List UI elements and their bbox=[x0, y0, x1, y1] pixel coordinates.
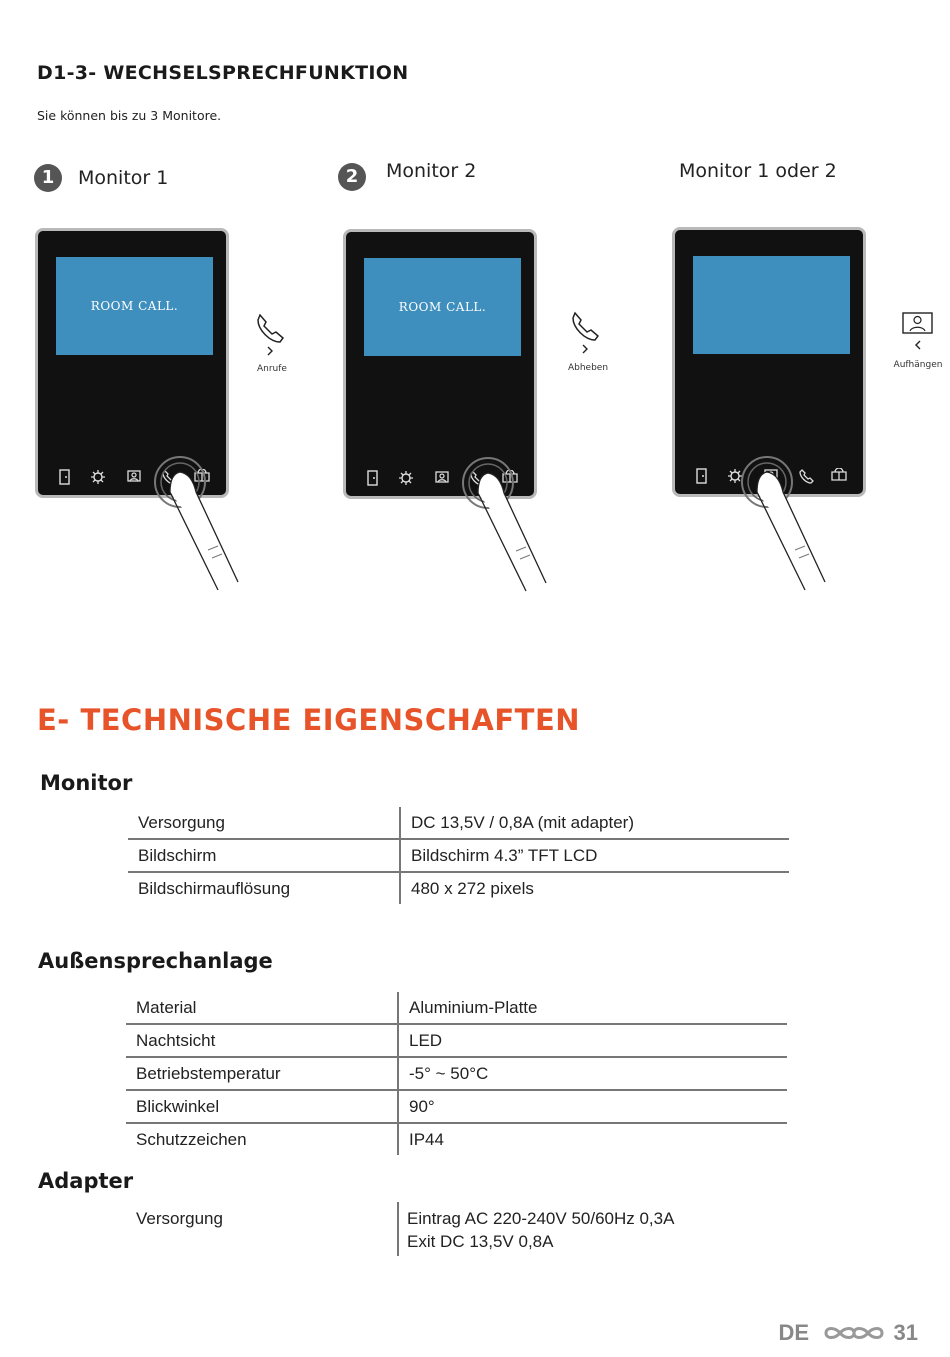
spec-key: Nachtsicht bbox=[126, 1024, 398, 1057]
table-row bbox=[126, 992, 787, 1024]
step-1-number: 1 bbox=[34, 164, 62, 192]
outdoor-spec-table bbox=[126, 992, 787, 1155]
action-label-1: Anrufe bbox=[257, 364, 287, 374]
spec-key: Blickwinkel bbox=[126, 1090, 398, 1123]
spec-key: Material bbox=[126, 992, 398, 1024]
adapter-divider bbox=[397, 1202, 399, 1256]
monitor-2-screen: ROOM CALL. bbox=[364, 258, 521, 356]
step-1-label: Monitor 1 bbox=[78, 167, 169, 189]
spec-value: DC 13,5V / 0,8A (mit adapter) bbox=[400, 807, 789, 839]
spec-key: Schutzzeichen bbox=[126, 1123, 398, 1155]
table-row bbox=[128, 839, 789, 872]
door-icon[interactable] bbox=[366, 470, 380, 486]
call-phone-icon bbox=[256, 312, 290, 360]
spec-key: Bildschirmauflösung bbox=[128, 872, 400, 904]
footer-language: DE bbox=[778, 1320, 809, 1345]
finger-press-2 bbox=[448, 455, 558, 595]
monitor-specs-title: Monitor bbox=[40, 771, 133, 795]
spec-value: Aluminium-Platte bbox=[398, 992, 787, 1024]
door-icon[interactable] bbox=[58, 469, 72, 485]
settings-icon[interactable] bbox=[398, 470, 414, 486]
specs-title: E- TECHNISCHE EIGENSCHAFTEN bbox=[37, 703, 581, 737]
section-intro: Sie können bis zu 3 Monitore. bbox=[37, 108, 222, 123]
action-label-3: Aufhängen bbox=[893, 360, 943, 370]
table-row bbox=[126, 1057, 787, 1090]
spec-key: Versorgung bbox=[128, 807, 400, 839]
monitor-spec-table bbox=[128, 807, 789, 904]
section-title: D1-3- WECHSELSPRECHFUNKTION bbox=[37, 62, 409, 84]
door-icon[interactable] bbox=[695, 468, 709, 484]
adapter-specs-title: Adapter bbox=[38, 1169, 134, 1193]
finger-press-3 bbox=[727, 454, 837, 594]
settings-icon[interactable] bbox=[90, 469, 106, 485]
spec-value: -5° ~ 50°C bbox=[398, 1057, 787, 1090]
spec-value: IP44 bbox=[409, 1129, 444, 1149]
table-row bbox=[126, 1090, 787, 1123]
step-2-label: Monitor 2 bbox=[386, 160, 477, 182]
monitor-3-screen bbox=[693, 256, 850, 354]
finger-press-1 bbox=[140, 454, 250, 594]
adapter-key: Versorgung bbox=[136, 1209, 223, 1228]
spec-key: Bildschirm bbox=[128, 839, 400, 872]
spec-key: Betriebstemperatur bbox=[126, 1057, 398, 1090]
monitor-1-screen: ROOM CALL. bbox=[56, 257, 213, 355]
table-row bbox=[126, 1123, 787, 1155]
table-row bbox=[126, 1024, 787, 1057]
hangup-monitor-icon bbox=[900, 311, 936, 353]
step-3-label: Monitor 1 oder 2 bbox=[679, 160, 837, 182]
adapter-value-line-2: Exit DC 13,5V 0,8A bbox=[407, 1232, 554, 1251]
page-number: 31 bbox=[893, 1320, 918, 1345]
outdoor-specs-title: Außensprechanlage bbox=[38, 949, 273, 973]
spec-value: LED bbox=[398, 1024, 787, 1057]
adapter-value-line-1: Eintrag AC 220-240V 50/60Hz 0,3A bbox=[407, 1209, 675, 1228]
answer-phone-icon bbox=[571, 310, 605, 358]
spec-value: Bildschirm 4.3” TFT LCD bbox=[400, 839, 789, 872]
spec-value: 480 x 272 pixels bbox=[411, 878, 534, 898]
table-row bbox=[128, 872, 789, 904]
action-label-2: Abheben bbox=[567, 363, 609, 373]
step-2-number: 2 bbox=[338, 163, 366, 191]
brand-logo-icon bbox=[822, 1321, 886, 1345]
table-row bbox=[128, 807, 789, 839]
spec-value: 90° bbox=[398, 1090, 787, 1123]
